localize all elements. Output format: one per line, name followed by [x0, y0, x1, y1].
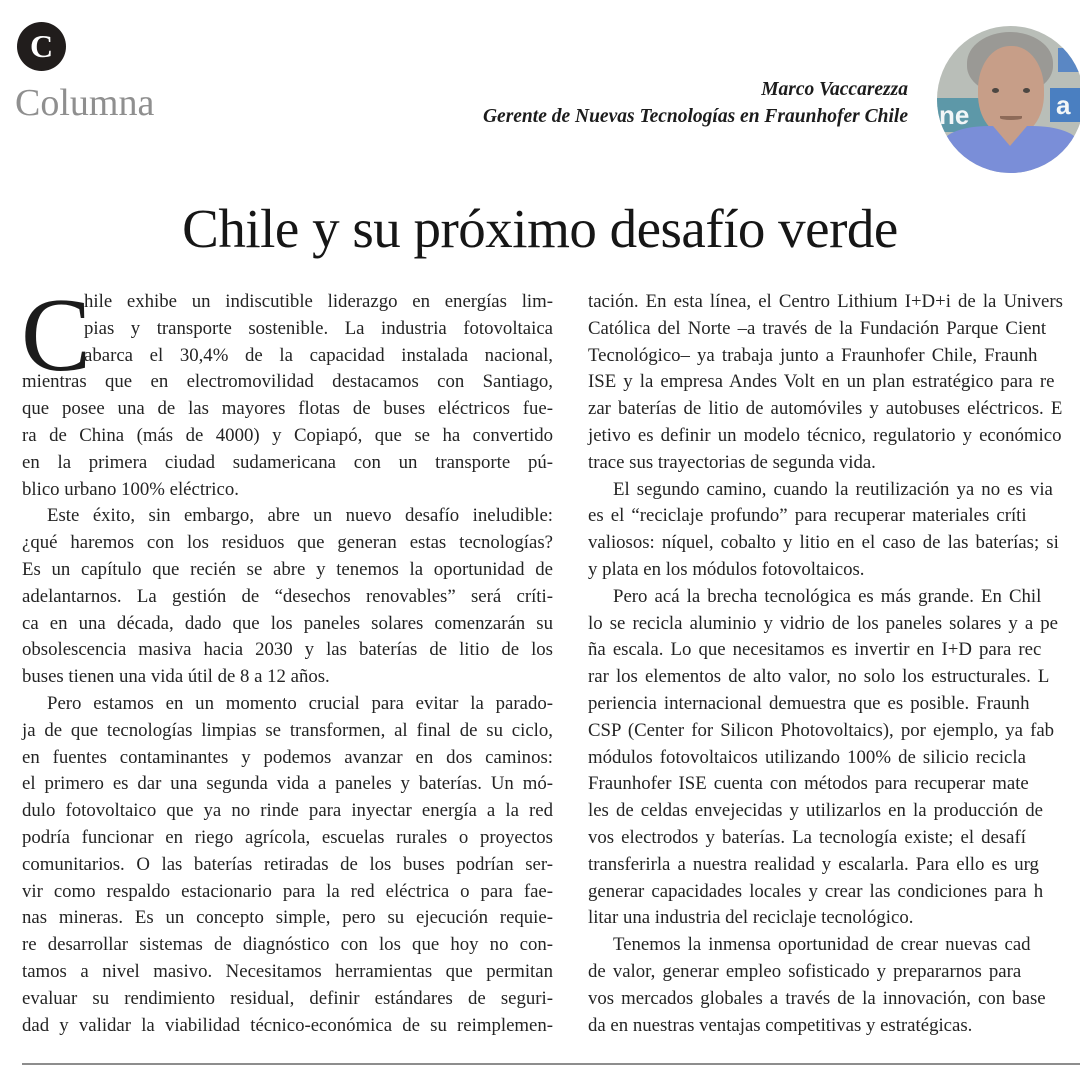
article-text-line: re desarrollar sistemas de diagnóstico con los que hoy no con- — [22, 934, 553, 956]
article-text-line: ña escala. Lo que necesitamos es invertir en I+D para rec — [588, 639, 1042, 661]
byline — [483, 76, 908, 130]
section-badge — [17, 22, 66, 71]
article-text-line: Fraunhofer ISE cuenta con métodos para recuperar mate — [588, 773, 1029, 795]
article-text-line: en fuentes contaminantes y podemos avanzar en dos caminos: — [22, 746, 553, 768]
drop-cap: C — [21, 276, 92, 393]
article-text-line: nas mineras. Es un concepto simple, pero su ejecución requie- — [22, 907, 553, 929]
article-text-line: evaluar su rendimiento residual, definir estándares de seguri- — [22, 987, 553, 1009]
article-text-line: abarca el 30,4% de la capacidad instalada nacional, — [84, 344, 553, 366]
author-name: Marco Vaccarezza — [761, 79, 908, 100]
article-text-line: trace sus trayectorias de segunda vida. — [588, 451, 876, 473]
article-text-line: jetivo es definir un modelo técnico, regulatorio y económico — [588, 424, 1062, 446]
article-text-line: dad y validar la viabilidad técnico-económica de su reimplemen- — [22, 1014, 553, 1036]
article-text-line: módulos fotovoltaicos utilizando 100% de silicio recicla — [588, 746, 1026, 768]
photo-face — [978, 46, 1044, 136]
article-text-line: mientras que en electromovilidad destacamos con Santiago, — [22, 371, 553, 393]
section-badge-letter: C — [29, 28, 54, 64]
article-text-line: ra de China (más de 4000) y Copiapó, que se ha convertido — [22, 424, 553, 446]
article-text-line: rar los elementos de alto valor, no solo los estructurales. L — [588, 666, 1050, 688]
article-text-line: ca en una década, dado que los paneles solares comenzarán su — [22, 612, 553, 634]
article-text-line: Es un capítulo que recién se abre y tenemos la oportunidad de — [22, 558, 553, 580]
photo-background-text-right: a — [1050, 88, 1080, 122]
article-text-line: zar baterías de litio de automóviles y autobuses eléctricos. E — [588, 398, 1063, 420]
article-text-line: obsolescencia masiva hacia 2030 y las baterías de litio de los — [22, 639, 553, 661]
article-text-line: tación. En esta línea, el Centro Lithium I+D+i de la Univers — [588, 291, 1063, 312]
article-text-line: es el “reciclaje profundo” para recuperar materiales críti — [588, 505, 1027, 527]
article-text-line: Este éxito, sin embargo, abre un nuevo desafío ineludible: — [47, 505, 553, 527]
article-text-line: Tecnológico– ya trabaja junto a Fraunhofer Chile, Fraunh — [588, 344, 1038, 366]
article-text-line: Católica del Norte –a través de la Fundación Parque Cient — [588, 317, 1047, 339]
article-text-line: transferirla a nuestra realidad y escalarla. Para ello es urg — [588, 853, 1039, 875]
article-text-line: Pero acá la brecha tecnológica es más grande. En Chil — [613, 585, 1042, 607]
article-text-line: vir como respaldo estacionario para la red eléctrica o para fae- — [22, 880, 553, 902]
article-text-line: periencia internacional demuestra que es posible. Fraunh — [588, 692, 1030, 714]
article-text-line: tamos a nivel masivo. Necesitamos herramientas que permitan — [22, 960, 553, 982]
article-text-line: vos electrodos y baterías. La tecnología existe; el desafí — [588, 826, 1026, 848]
photo-eye — [1023, 88, 1030, 93]
photo-collar — [993, 126, 1027, 146]
article-text-line: litar una industria del reciclaje tecnológico. — [588, 907, 914, 929]
article-text-line: el primero es dar una segunda vida a paneles y baterías. Un mó- — [22, 773, 553, 795]
article-right-column — [588, 289, 1080, 1039]
article-text-line: les de celdas envejecidas y utilizarlos en la producción de — [588, 800, 1043, 822]
article-text-line: hile exhibe un indiscutible liderazgo en energías lim- — [84, 291, 553, 312]
bottom-rule — [22, 1063, 1080, 1065]
article-text-line: valiosos: níquel, cobalto y litio en el caso de las baterías; si — [588, 532, 1059, 554]
article-text-line: El segundo camino, cuando la reutilización ya no es via — [613, 478, 1053, 500]
article-text-line: Pero estamos en un momento crucial para evitar la parado- — [47, 692, 553, 714]
article-text-line: adelantarnos. La gestión de “desechos renovables” será críti- — [22, 585, 553, 607]
article-text-line: CSP (Center for Silicon Photovoltaics), por ejemplo, ya fab — [588, 719, 1055, 741]
article-text-line: comunitarios. O las baterías retiradas de los buses podrían ser- — [22, 853, 553, 875]
article-text-line: ja de que tecnologías limpias se transformen, al final de su ciclo, — [22, 719, 553, 741]
article-text-line: de valor, generar empleo sofisticado y prepararnos para — [588, 960, 1022, 982]
article-text-line: generar capacidades locales y crear las condiciones para h — [588, 880, 1044, 902]
photo-eye — [992, 88, 999, 93]
article-text-line: vos mercados globales a través de la innovación, con base — [588, 987, 1046, 1009]
article-text-line: y plata en los módulos fotovoltaicos. — [588, 558, 865, 580]
author-role: Gerente de Nuevas Tecnologías en Fraunhofer Chile — [482, 106, 908, 127]
article-text-line: ISE y la empresa Andes Volt en un plan estratégico para re — [588, 371, 1055, 393]
article-text-line: pias y transporte sostenible. La industria fotovoltaica — [84, 317, 553, 339]
photo-mouth — [1000, 116, 1022, 120]
section-name: Columna — [15, 82, 155, 124]
article-left-column — [21, 276, 553, 1039]
article-text-line: podría funcionar en riego agrícola, escuelas rurales o proyectos — [22, 826, 553, 848]
photo-background-text-left: ne — [937, 98, 1001, 132]
article-text-line: buses tienen una vida útil de 8 a 12 años. — [22, 666, 330, 688]
article-text-line: ¿qué haremos con los residuos que generan estas tecnologías? — [22, 532, 553, 554]
article-text-line: que posee una de las mayores flotas de buses eléctricos fue- — [22, 398, 553, 420]
article-text-line: da en nuestras ventajas competitivas y estratégicas. — [588, 1014, 973, 1036]
article-text-line: Tenemos la inmensa oportunidad de crear nuevas cad — [613, 934, 1031, 956]
article-text-line: lo se recicla aluminio y vidrio de los paneles solares y a pe — [588, 612, 1059, 634]
article-headline: Chile y su próximo desafío verde — [182, 198, 898, 259]
photo-background-patch — [1058, 48, 1080, 72]
article-text-line: en la primera ciudad sudamericana con un transporte pú- — [22, 451, 553, 473]
article-text-line: dulo fotovoltaico que ya no rinde para inyectar energía a la red — [22, 800, 553, 822]
article-text-line: blico urbano 100% eléctrico. — [22, 478, 239, 500]
author-photo — [937, 26, 1080, 173]
